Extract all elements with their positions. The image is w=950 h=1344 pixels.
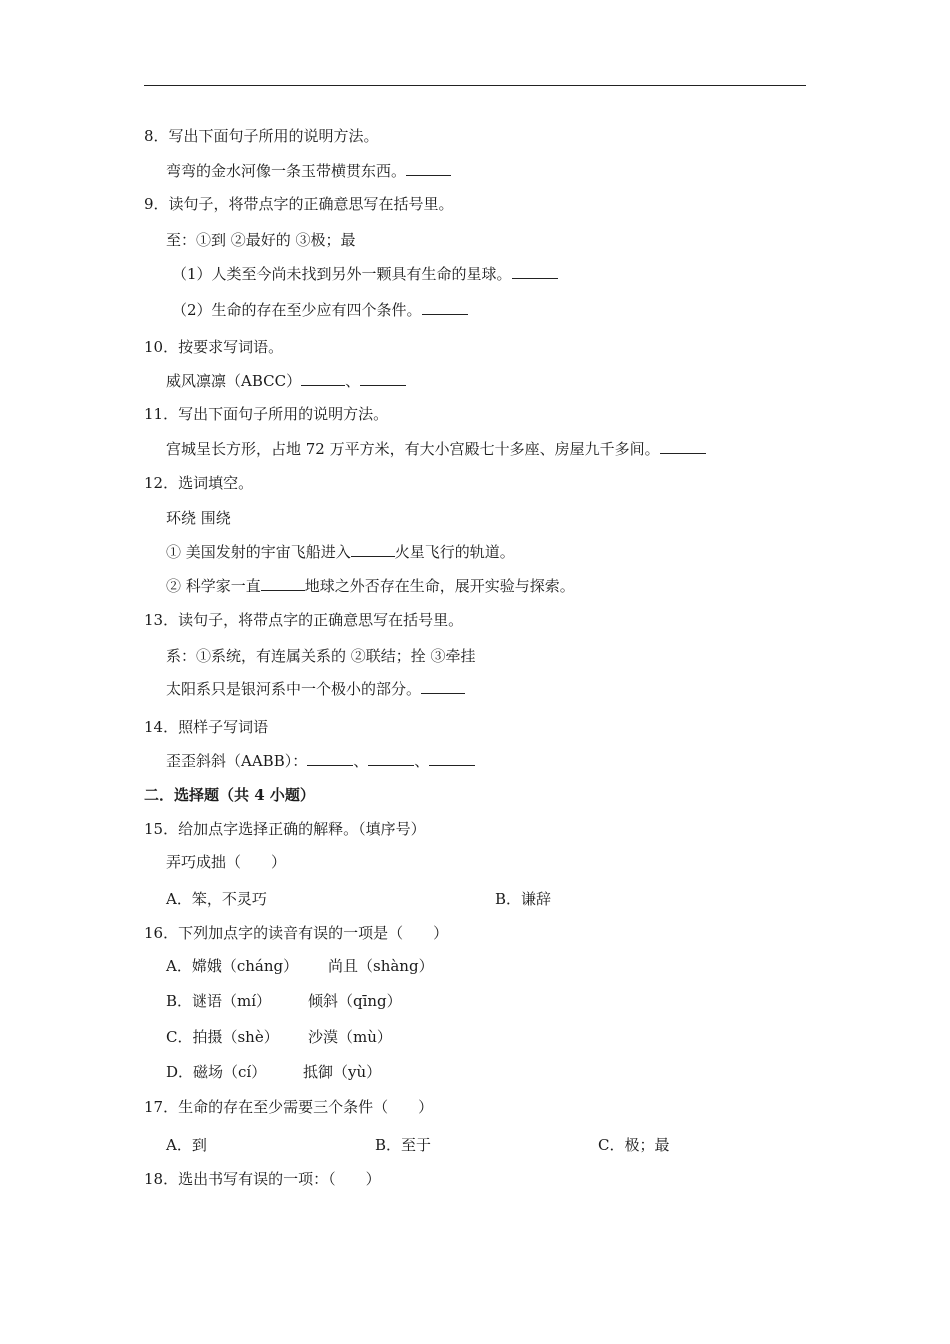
- question-9-item-1: [172, 264, 558, 284]
- answer-blank[interactable]: [660, 439, 706, 454]
- answer-blank[interactable]: [261, 576, 305, 591]
- question-9-stem: 9．读句子，将带点字的正确意思写在括号里。: [144, 195, 454, 213]
- question-11-stem: 11．写出下面句子所用的说明方法。: [144, 405, 389, 423]
- question-16-option-a[interactable]: A．嫦娥（cháng）: [166, 957, 299, 975]
- question-13-options: 系：①系统，有连属关系的 ②联结；拴 ③牵挂: [166, 647, 476, 665]
- answer-blank[interactable]: [429, 751, 475, 766]
- question-17-option-c[interactable]: C．极；最: [598, 1136, 670, 1154]
- question-14-stem: 14．照样子写词语: [144, 718, 269, 736]
- question-12-stem: 12．选词填空。: [144, 474, 254, 492]
- question-14-prompt: 歪歪斜斜（AABB）：: [166, 752, 308, 770]
- question-10-prompt: 威风凛凛（ABCC）: [166, 372, 302, 390]
- question-9-item-2: [172, 300, 468, 320]
- answer-blank[interactable]: [301, 371, 345, 386]
- question-12-sentence-2: [166, 576, 575, 596]
- question-13-stem: 13．读句子，将带点字的正确意思写在括号里。: [144, 611, 464, 629]
- header-rule: [144, 85, 806, 86]
- question-9-item-1-text: （1）人类至今尚未找到另外一颗具有生命的星球。: [172, 265, 512, 283]
- question-8-sentence: [166, 161, 451, 181]
- question-11-text: 宫城呈长方形，占地 72 万平方米，有大小宫殿七十多座、房屋九千多间。: [166, 440, 660, 458]
- answer-blank[interactable]: [422, 300, 468, 315]
- question-16-option-d-word-2: 抵御（yù）: [303, 1063, 382, 1081]
- question-15-prompt: 弄巧成拙（ ）: [166, 853, 287, 871]
- question-17-option-a[interactable]: A．到: [166, 1136, 207, 1154]
- question-12-s2-pre: ② 科学家一直: [166, 577, 261, 595]
- question-16-option-b-word-2: 倾斜（qīng）: [308, 992, 402, 1010]
- answer-blank[interactable]: [512, 264, 558, 279]
- question-16-option-b[interactable]: B．谜语（mí）: [166, 992, 272, 1010]
- question-12-s1-pre: ① 美国发射的宇宙飞船进入: [166, 543, 351, 561]
- question-16-option-c-word-2: 沙漠（mù）: [308, 1028, 392, 1046]
- question-16-option-a-word-2: 尚且（shàng）: [328, 957, 434, 975]
- answer-blank[interactable]: [307, 751, 353, 766]
- question-16-option-d[interactable]: D．磁场（cí）: [166, 1063, 267, 1081]
- answer-blank[interactable]: [421, 679, 465, 694]
- section-2-title: 二．选择题（共 4 小题）: [144, 786, 315, 804]
- question-13-sentence: [166, 679, 465, 699]
- question-14-prompt-line: [166, 751, 475, 771]
- question-15-option-a[interactable]: A．笨，不灵巧: [166, 890, 267, 908]
- question-15-option-b[interactable]: B．谦辞: [495, 890, 552, 908]
- answer-blank[interactable]: [351, 542, 395, 557]
- question-17-option-b[interactable]: B．至于: [375, 1136, 432, 1154]
- question-8-stem: 8．写出下面句子所用的说明方法。: [144, 127, 379, 145]
- question-17-stem: 17．生命的存在至少需要三个条件（ ）: [144, 1098, 434, 1116]
- separator: 、: [345, 372, 361, 390]
- question-16-stem: 16．下列加点字的读音有误的一项是（ ）: [144, 924, 449, 942]
- separator: 、: [414, 752, 430, 770]
- question-12-sentence-1: [166, 542, 515, 562]
- answer-blank[interactable]: [406, 161, 451, 176]
- answer-blank[interactable]: [368, 751, 414, 766]
- question-8-text: 弯弯的金水河像一条玉带横贯东西。: [166, 162, 407, 180]
- question-15-stem: 15．给加点字选择正确的解释。（填序号）: [144, 820, 426, 838]
- separator: 、: [353, 752, 369, 770]
- question-9-options: 至：①到 ②最好的 ③极；最: [166, 231, 356, 249]
- question-10-stem: 10．按要求写词语。: [144, 338, 284, 356]
- question-12-s1-post: 火星飞行的轨道。: [394, 543, 515, 561]
- answer-blank[interactable]: [360, 371, 406, 386]
- question-9-item-2-text: （2）生命的存在至少应有四个条件。: [172, 301, 422, 319]
- question-12-s2-post: 地球之外否存在生命，展开实验与探索。: [304, 577, 575, 595]
- question-13-text: 太阳系只是银河系中一个极小的部分。: [166, 680, 422, 698]
- question-18-stem: 18．选出书写有误的一项：（ ）: [144, 1170, 381, 1188]
- question-12-words: 环绕 围绕: [166, 509, 231, 527]
- question-10-prompt-line: [166, 371, 406, 391]
- question-16-option-c[interactable]: C．拍摄（shè）: [166, 1028, 279, 1046]
- question-11-sentence: [166, 439, 706, 459]
